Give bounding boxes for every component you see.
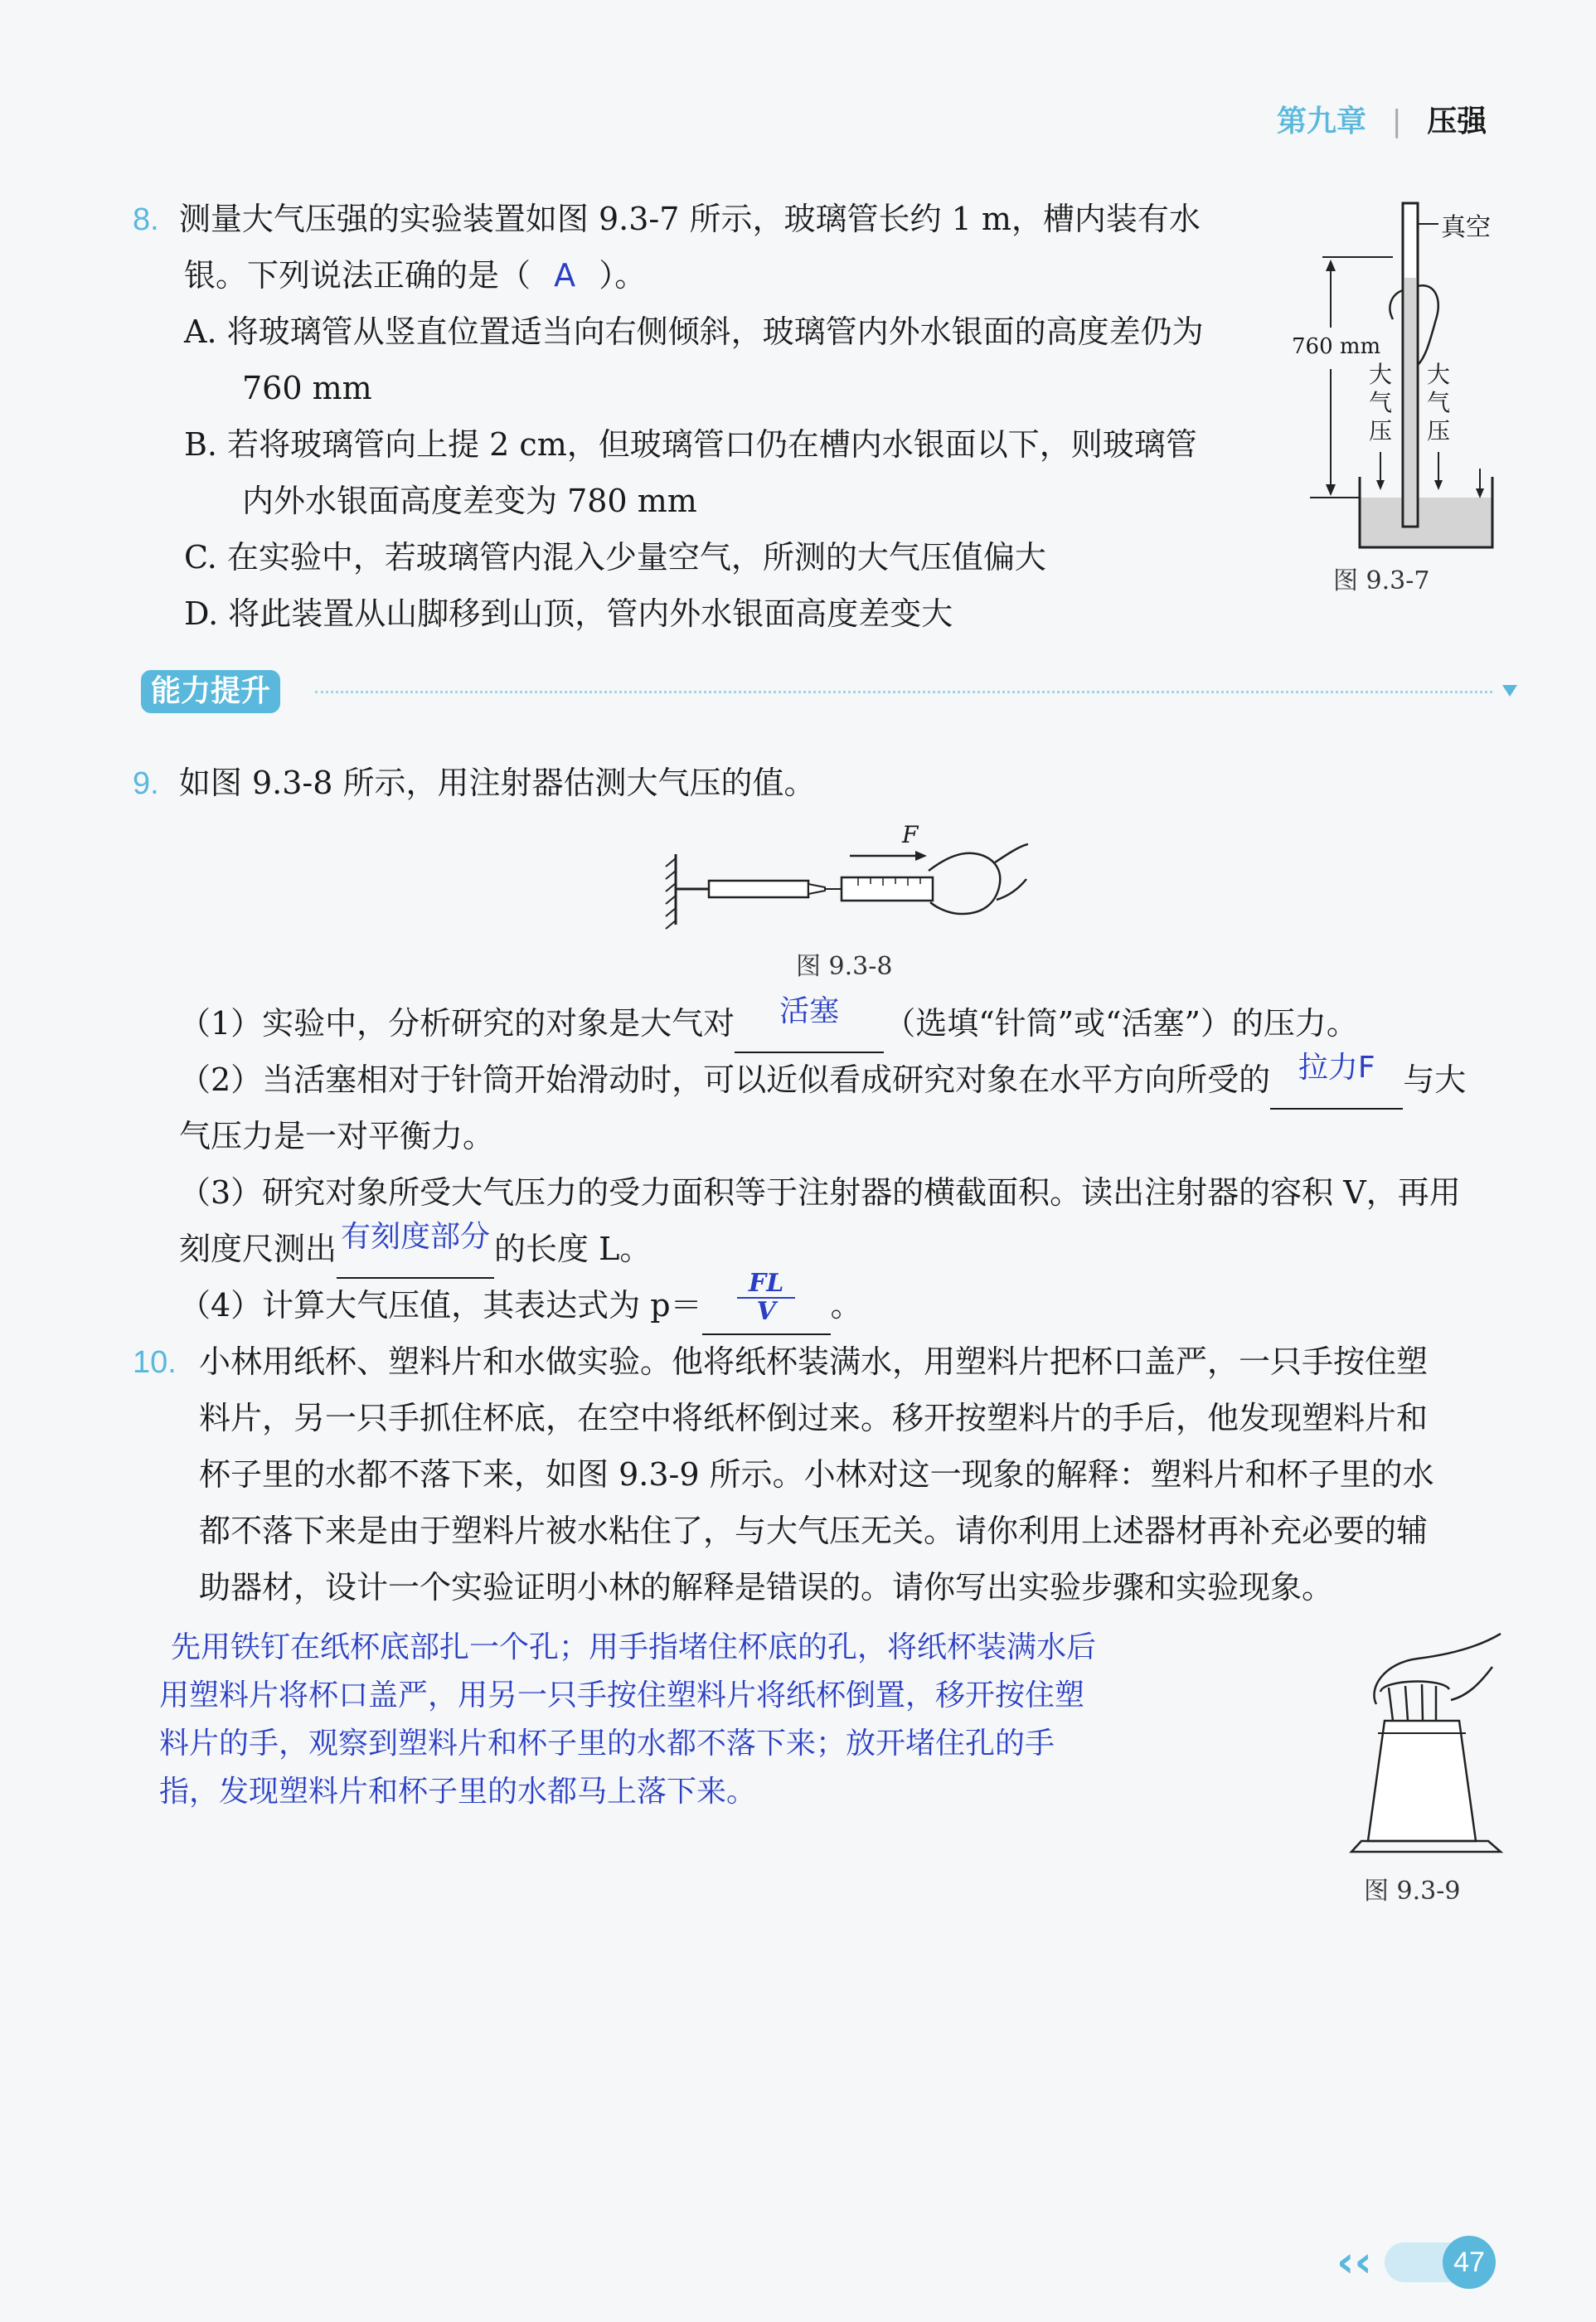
q10-line-4: 都不落下来是由于塑料片被水粘住了，与大气压无关。请你利用上述器材再补充必要的辅 bbox=[199, 1513, 1429, 1549]
q9-item-3-text-end: 的长度 L。 bbox=[494, 1231, 652, 1267]
barometer-diagram bbox=[1293, 195, 1509, 560]
figure-9-3-8-caption: 图 9.3-8 bbox=[796, 952, 893, 981]
q10-answer-line: 用塑料片将杯口盖严，用另一只手按住塑料片将纸杯倒置，移开按住塑 bbox=[159, 1678, 1085, 1712]
q9-item-4-text: （4）计算大气压值，其表达式为 p＝ bbox=[179, 1287, 702, 1324]
syringe-diagram bbox=[663, 821, 1028, 933]
pressure-left-char: 压 bbox=[1368, 417, 1392, 444]
q8-line1 bbox=[133, 191, 1201, 248]
force-label: F bbox=[902, 821, 919, 848]
pressure-left-char: 气 bbox=[1368, 389, 1392, 416]
q8-stem-line2-end: ）。 bbox=[599, 257, 647, 294]
chevron-left-icon: ‹‹ bbox=[1336, 2237, 1372, 2287]
q9-item-3-cont bbox=[179, 1221, 651, 1279]
q9-item-1-blank bbox=[735, 995, 884, 1053]
q9-item-3-blank bbox=[337, 1221, 494, 1279]
q8-option-b: B. 若将玻璃管向上提 2 cm，但玻璃管口仍在槽内水银面以下，则玻璃管 bbox=[184, 426, 1197, 463]
q10-answer-line: 料片的手，观察到塑料片和杯子里的水都不落下来；放开堵住孔的手 bbox=[159, 1727, 1055, 1761]
q10-line-1: 小林用纸杯、塑料片和水做实验。他将纸杯装满水，用塑料片把杯口盖严，一只手按住塑 bbox=[199, 1343, 1429, 1380]
fraction-denominator: V bbox=[756, 1297, 776, 1326]
section-divider bbox=[315, 691, 1492, 693]
q9-item-3-text: 刻度尺测出 bbox=[179, 1231, 337, 1267]
header-divider: | bbox=[1391, 104, 1402, 138]
pressure-right-char: 大 bbox=[1426, 361, 1450, 388]
fraction-numerator: FL bbox=[737, 1270, 795, 1299]
q9-stem-text: 如图 9.3-8 所示，用注射器估测大气压的值。 bbox=[178, 765, 816, 801]
q9-item-3-answer: 有刻度部分 bbox=[341, 1220, 491, 1254]
page-footer bbox=[1327, 2231, 1517, 2297]
q9-item-4-text-end: 。 bbox=[830, 1287, 862, 1324]
q8-option-a-cont: 760 mm bbox=[242, 370, 372, 406]
q8-option-b-cont: 内外水银面高度差变为 780 mm bbox=[242, 483, 697, 519]
figure-9-3-9 bbox=[1343, 1630, 1509, 1912]
q9-stem bbox=[133, 755, 815, 812]
section-arrow-icon bbox=[1502, 685, 1517, 697]
q9-item-1 bbox=[179, 995, 1358, 1053]
q9-item-1-answer: 活塞 bbox=[779, 994, 840, 1028]
chapter-label: 第九章 bbox=[1277, 104, 1367, 138]
figure-9-3-9-caption: 图 9.3-9 bbox=[1364, 1877, 1461, 1906]
q8-option-c: C. 在实验中，若玻璃管内混入少量空气，所测的大气压值偏大 bbox=[184, 539, 1046, 576]
q8-stem-line2: 银。下列说法正确的是（ bbox=[184, 257, 531, 294]
q9-item-2-text-end: 与大 bbox=[1403, 1061, 1467, 1098]
pressure-right-char: 压 bbox=[1426, 417, 1450, 444]
q9-item-2 bbox=[179, 1052, 1466, 1110]
chapter-header bbox=[1277, 98, 1487, 140]
q10-number bbox=[133, 1333, 177, 1391]
q9-item-4-blank bbox=[702, 1269, 831, 1335]
q10-answer-line: 指，发现塑料片和杯子里的水都马上落下来。 bbox=[159, 1775, 757, 1809]
q9-item-2-blank bbox=[1270, 1052, 1403, 1110]
q10-answer bbox=[159, 1624, 1096, 1816]
q9-item-2-text: （2）当活塞相对于针筒开始滑动时，可以近似看成研究对象在水平方向所受的 bbox=[179, 1061, 1271, 1098]
q9-item-1-text-end: （选填“针筒”或“活塞”）的压力。 bbox=[884, 1005, 1358, 1042]
q10-line-2: 料片，另一只手抓住杯底，在空中将纸杯倒过来。移开按塑料片的手后，他发现塑料片和 bbox=[199, 1400, 1429, 1436]
pressure-left-char: 大 bbox=[1368, 361, 1392, 388]
q8-number: 8. bbox=[133, 202, 159, 237]
q9-number: 9. bbox=[133, 766, 159, 801]
q8-line2 bbox=[184, 247, 646, 304]
q10-answer-line: 先用铁钉在纸杯底部扎一个孔；用手指堵住杯底的孔，将纸杯装满水后 bbox=[171, 1630, 1097, 1664]
cup-diagram bbox=[1343, 1630, 1509, 1862]
q9-item-4 bbox=[179, 1269, 862, 1335]
section-banner bbox=[141, 670, 1517, 713]
pressure-label-left bbox=[1368, 361, 1393, 445]
q9-item-1-text: （1）实验中，分析研究的对象是大气对 bbox=[179, 1005, 735, 1042]
q9-item-2-answer: 拉力F bbox=[1298, 1051, 1375, 1085]
q8-answer: A bbox=[554, 257, 576, 294]
page-number: 47 bbox=[1443, 2236, 1496, 2289]
q9-item-3: （3）研究对象所受大气压力的受力面积等于注射器的横截面积。读出注射器的容积 V，再用 bbox=[179, 1174, 1461, 1211]
q9-item-4-fraction bbox=[702, 1270, 831, 1325]
pressure-right-char: 气 bbox=[1426, 389, 1450, 416]
q9-item-2-cont: 气压力是一对平衡力。 bbox=[179, 1118, 495, 1154]
pressure-label-right bbox=[1426, 361, 1451, 445]
figure-9-3-8 bbox=[663, 821, 1028, 987]
q10-line-5: 助器材，设计一个实验证明小林的解释是错误的。请你写出实验步骤和实验现象。 bbox=[199, 1569, 1334, 1605]
q8-option-d: D. 将此装置从山脚移到山顶，管内外水银面高度差变大 bbox=[184, 595, 953, 632]
q8-stem-line1: 测量大气压强的实验装置如图 9.3-7 所示，玻璃管长约 1 m，槽内装有水 bbox=[178, 201, 1201, 237]
q10-line-3: 杯子里的水都不落下来，如图 9.3-9 所示。小林对这一现象的解释：塑料片和杯子里的水 bbox=[199, 1456, 1434, 1493]
chapter-title: 压强 bbox=[1427, 104, 1487, 138]
q8-option-a: A. 将玻璃管从竖直位置适当向右侧倾斜，玻璃管内外水银面的高度差仍为 bbox=[184, 313, 1204, 350]
q10-number-label: 10. bbox=[133, 1345, 177, 1380]
height-label: 760 mm bbox=[1292, 334, 1381, 359]
figure-9-3-7 bbox=[1293, 195, 1509, 593]
section-title: 能力提升 bbox=[141, 670, 280, 713]
vacuum-label: 真空 bbox=[1441, 213, 1491, 242]
figure-9-3-7-caption: 图 9.3-7 bbox=[1333, 566, 1430, 595]
